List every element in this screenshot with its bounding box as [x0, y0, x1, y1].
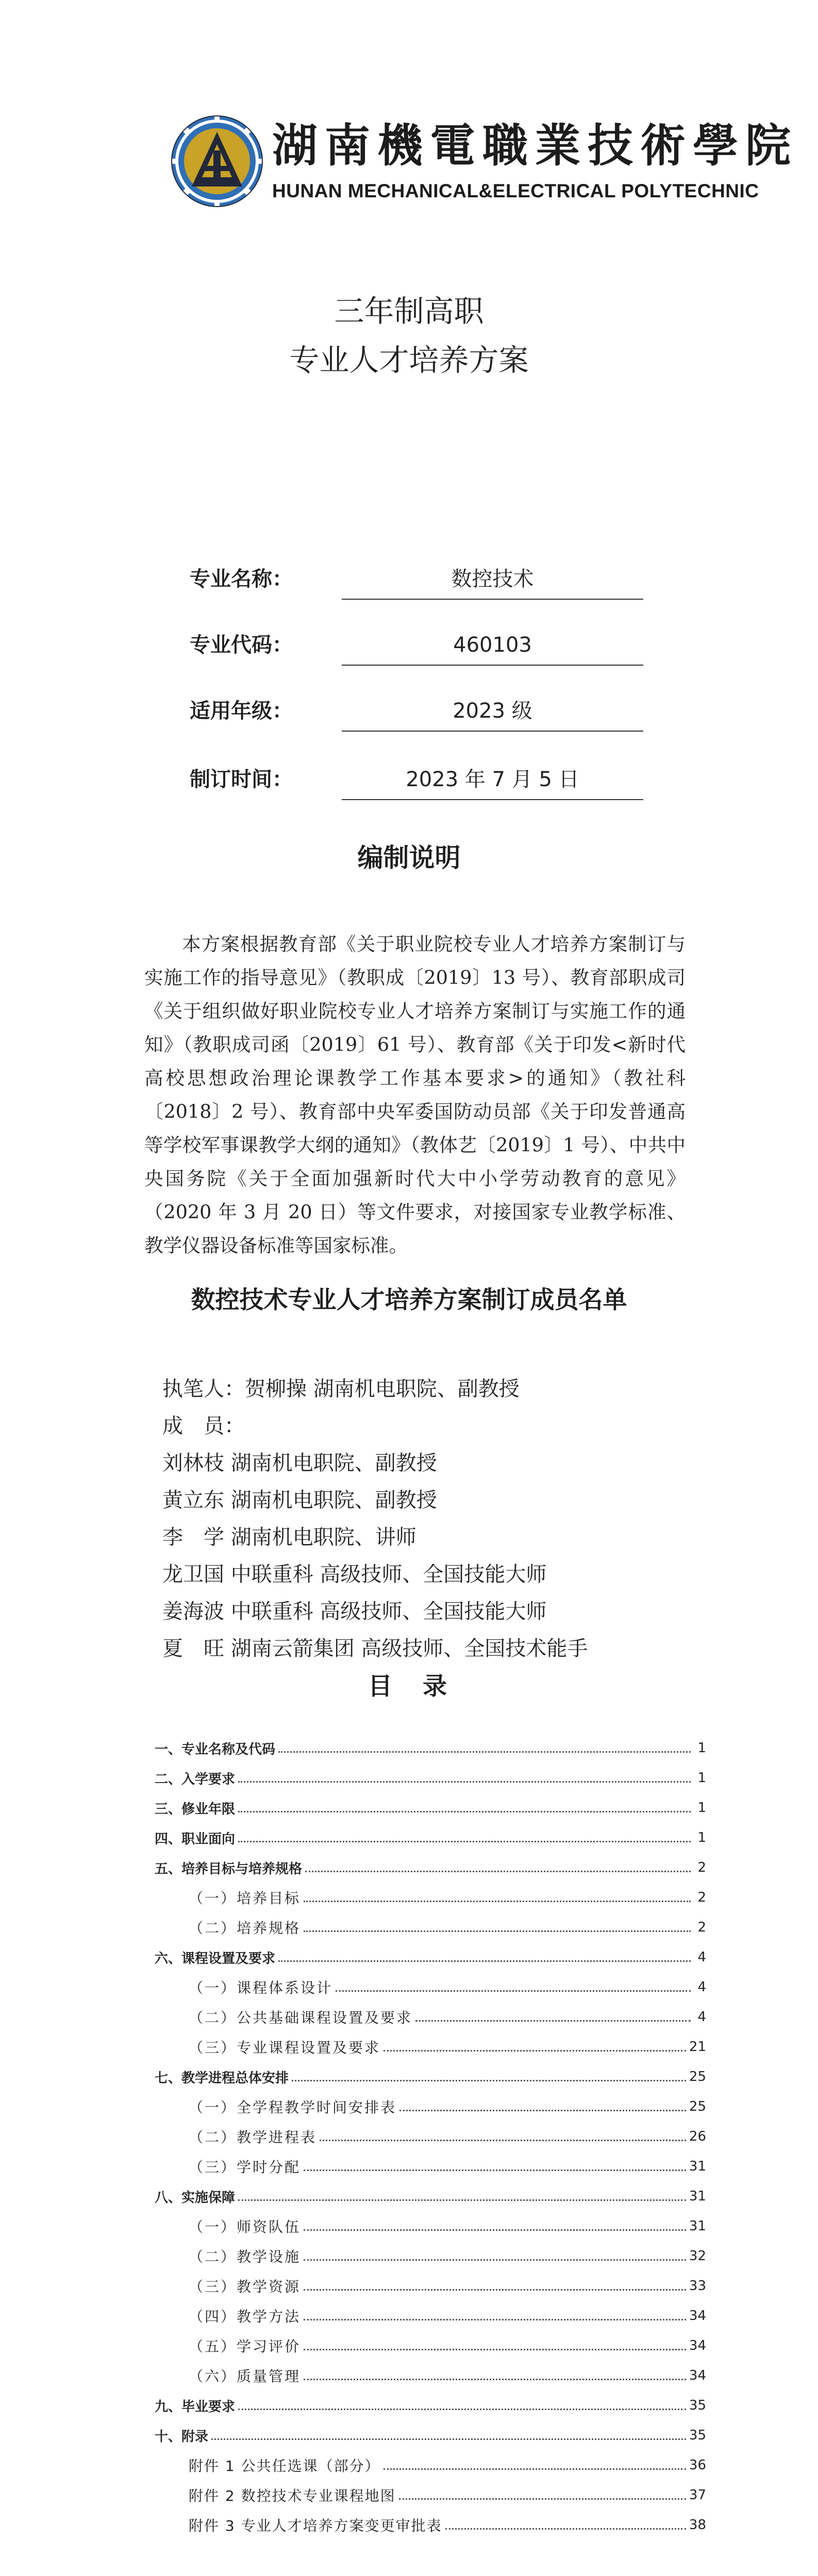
toc-entry-title: （一）课程体系设计	[189, 1979, 333, 1996]
toc-leader-dots	[336, 1990, 691, 1992]
toc-entry-page: 4	[697, 1950, 706, 1965]
toc-entry[interactable]	[155, 2092, 706, 2122]
roster-row: 黄立东 湖南机电职院、副教授	[162, 1488, 437, 1512]
toc-entry-title: （二）公共基础课程设置及要求	[189, 2009, 413, 2026]
toc-entry-title: 七、教学进程总体安排	[155, 2070, 289, 2086]
toc-entry[interactable]	[155, 2181, 706, 2211]
toc-entry-title: （二）教学设施	[189, 2248, 301, 2265]
toc-entry-title: 六、课程设置及要求	[155, 1951, 276, 1967]
toc-entry-page: 38	[689, 2517, 706, 2533]
toc-entry-title: 五、培养目标与培养规格	[155, 1861, 303, 1877]
toc-entry-page: 33	[689, 2278, 706, 2294]
toc-entry[interactable]	[155, 1972, 706, 2002]
toc-entry-title: （一）培养目标	[189, 1890, 301, 1907]
toc-leader-dots	[304, 2229, 686, 2231]
toc-leader-dots	[304, 1930, 691, 1932]
toc-entry-page: 25	[689, 2099, 706, 2114]
toc-leader-dots	[278, 1960, 691, 1962]
roster-row: 成 员：	[162, 1414, 245, 1438]
toc-entry-page: 35	[689, 2428, 706, 2443]
toc-entry[interactable]	[155, 1883, 706, 1912]
school-name-cn: 湖南機電職業技術學院	[272, 118, 798, 172]
toc-entry-title: 一、专业名称及代码	[155, 1741, 276, 1757]
toc-entry-page: 1	[697, 1830, 706, 1845]
toc-entry-page: 21	[689, 2039, 706, 2055]
doc-title-line2: 专业人才培养方案	[289, 343, 529, 378]
roster-row: 夏 旺 湖南云箭集团 高级技师、全国技术能手	[162, 1637, 588, 1660]
toc-leader-dots	[211, 2438, 686, 2440]
toc-entry[interactable]	[155, 1912, 706, 1942]
toc-entry-title: （三）专业课程设置及要求	[189, 2039, 381, 2056]
toc-leader-dots	[383, 2050, 686, 2052]
school-logo	[170, 114, 264, 208]
toc-entry-title: （三）教学资源	[189, 2278, 301, 2295]
toc-entry-title: 四、职业面向	[155, 1831, 236, 1847]
toc-entry-title: 十、附录	[155, 2429, 209, 2445]
toc-entry[interactable]	[155, 1823, 706, 1853]
toc-entry-title: 附件 2 数控技术专业课程地图	[189, 2487, 396, 2504]
toc-entry[interactable]	[155, 2271, 706, 2301]
field-value: 460103	[453, 633, 532, 657]
field-revision-date	[190, 764, 643, 800]
toc-entry-title: 附件 3 专业人才培养方案变更审批表	[189, 2517, 442, 2534]
toc-leader-dots	[304, 1901, 691, 1902]
field-major-code	[190, 630, 643, 666]
toc-entry[interactable]	[155, 1793, 706, 1823]
toc-leader-dots	[238, 2199, 686, 2201]
toc-leader-dots	[238, 1811, 691, 1812]
roster-row: 李 学 湖南机电职院、讲师	[162, 1526, 416, 1549]
toc-leader-dots	[383, 2468, 686, 2470]
toc-entry-page: 2	[697, 1890, 706, 1905]
toc-entry-title: （六）质量管理	[189, 2368, 301, 2385]
toc-entry[interactable]	[155, 2002, 706, 2032]
roster-row: 姜海波 中联重科 高级技师、全国技能大师	[162, 1600, 547, 1623]
toc-leader-dots	[399, 2498, 686, 2500]
toc-entry[interactable]	[155, 2241, 706, 2271]
field-label: 适用年级：	[190, 699, 293, 723]
toc-leader-dots	[304, 2170, 686, 2171]
toc-entry-page: 34	[689, 2338, 706, 2353]
roster-row: 龙卫国 中联重科 高级技师、全国技能大师	[162, 1563, 547, 1586]
toc-entry-page: 1	[697, 1800, 706, 1816]
toc-leader-dots	[320, 2140, 686, 2141]
field-underline	[342, 799, 643, 800]
toc-entry-page: 34	[689, 2308, 706, 2324]
toc-entry-page: 1	[697, 1770, 706, 1786]
toc-entry-page: 35	[689, 2398, 706, 2413]
toc-leader-dots	[399, 2110, 686, 2111]
field-value: 数控技术	[451, 567, 534, 591]
field-underline	[342, 599, 643, 600]
toc-entry[interactable]	[155, 2151, 706, 2181]
toc-entry[interactable]	[155, 2301, 706, 2331]
toc-entry-title: （五）学习评价	[189, 2338, 301, 2355]
toc-entry-page: 1	[697, 1740, 706, 1756]
toc-entry[interactable]	[155, 1942, 706, 1972]
toc-entry-page: 2	[697, 1860, 706, 1875]
toc-entry[interactable]	[155, 2361, 706, 2391]
toc-entry-title: 九、毕业要求	[155, 2399, 236, 2415]
toc-leader-dots	[415, 2020, 691, 2022]
explanation-title: 编制说明	[357, 843, 461, 873]
toc-entry-page: 31	[689, 2218, 706, 2234]
toc-title: 目 录	[368, 1672, 450, 1701]
toc-entry-page: 37	[689, 2487, 706, 2503]
roster-title: 数控技术专业人才培养方案制订成员名单	[191, 1286, 627, 1314]
toc-entry[interactable]	[155, 1733, 706, 1763]
toc-entry-page: 32	[689, 2248, 706, 2264]
toc-entry-title: （三）学时分配	[189, 2159, 301, 2176]
explanation-paragraph: 本方案根据教育部《关于职业院校专业人才培养方案制订与实施工作的指导意见》（教职成〔2019〕13 号）、教育部职成司《关于组织做好职业院校专业人才培养方案制订与实施工作的通知》（教职成司函〔2019〕61 号）、教育部《关于印发<新时代高校思想政治理论课教学工作基本要求>的通知》（教社科〔2018〕2 号）、教育部中央军委国防动员部《关于印发普通高等学校军事课教学大纲的通知》（教体艺〔2019〕1 号）、中共中央国务院《关于全面加强新时代大中小学劳动教育的意见》（2020 年 3 月 20 日）等文件要求，对接国家专业教学标准、教学仪器设备标准等国家标准。	[144, 933, 686, 1257]
toc-leader-dots	[304, 2289, 686, 2291]
toc-entry-title: （四）教学方法	[189, 2308, 301, 2325]
toc-entry-page: 31	[689, 2189, 706, 2204]
toc-entry-title: 八、实施保障	[155, 2190, 236, 2206]
toc-leader-dots	[304, 2259, 686, 2261]
toc-entry[interactable]	[155, 2062, 706, 2092]
toc-entry-title: （二）培养规格	[189, 1920, 301, 1937]
toc-entry-title: 二、入学要求	[155, 1771, 236, 1787]
toc-entry-title: 三、修业年限	[155, 1801, 236, 1817]
toc-leader-dots	[238, 2409, 686, 2410]
toc-entry[interactable]	[155, 2122, 706, 2151]
toc-entry-title: （一）全学程教学时间安排表	[189, 2099, 397, 2116]
toc-entry-title: （二）教学进程表	[189, 2129, 317, 2146]
toc-leader-dots	[304, 2349, 686, 2350]
field-major-name	[190, 564, 643, 600]
toc-leader-dots	[238, 1841, 691, 1842]
field-value: 2023 级	[453, 699, 532, 723]
field-grade	[190, 696, 643, 732]
toc-entry-page: 4	[697, 2009, 706, 2025]
toc-entry[interactable]	[155, 2032, 706, 2062]
toc-leader-dots	[278, 1751, 691, 1753]
toc-entry[interactable]	[155, 2450, 706, 2480]
field-label: 专业名称：	[190, 567, 293, 591]
toc-leader-dots	[305, 1871, 691, 1872]
roster-row: 执笔人：贺柳操 湖南机电职院、副教授	[162, 1377, 520, 1401]
toc-entry[interactable]	[155, 2331, 706, 2361]
field-underline	[342, 665, 643, 666]
field-value: 2023 年 7 月 5 日	[406, 768, 579, 791]
toc-entry-page: 25	[689, 2069, 706, 2084]
toc-entry[interactable]	[155, 2211, 706, 2241]
toc-entry-page: 26	[689, 2129, 706, 2144]
toc-entry[interactable]	[155, 1763, 706, 1793]
toc-entry[interactable]	[155, 2480, 706, 2510]
toc-entry-page: 31	[689, 2159, 706, 2174]
toc-entry-title: 附件 1 公共任选课（部分）	[189, 2458, 380, 2475]
toc-leader-dots	[445, 2528, 686, 2530]
toc-entry-page: 2	[697, 1920, 706, 1935]
doc-title-line1: 三年制高职	[334, 294, 484, 329]
toc-leader-dots	[304, 2319, 686, 2320]
toc-leader-dots	[304, 2379, 686, 2380]
toc-entry-title: （一）师资队伍	[189, 2218, 301, 2235]
toc-leader-dots	[238, 1781, 691, 1783]
toc-entry-page: 36	[689, 2458, 706, 2473]
toc-entry[interactable]	[155, 1853, 706, 1883]
table-of-contents	[155, 1733, 706, 2540]
roster-row: 刘林枝 湖南机电职院、副教授	[162, 1451, 437, 1475]
field-underline	[342, 731, 643, 732]
field-label: 专业代码：	[190, 633, 293, 657]
toc-entry[interactable]	[155, 2510, 706, 2540]
field-label: 制订时间：	[190, 768, 293, 791]
toc-entry[interactable]	[155, 2391, 706, 2420]
roster-list	[162, 1370, 678, 1667]
toc-entry-page: 34	[689, 2368, 706, 2383]
toc-entry-page: 4	[697, 1979, 706, 1995]
school-name-en: HUNAN MECHANICAL&ELECTRICAL POLYTECHNIC	[272, 180, 759, 201]
toc-leader-dots	[292, 2080, 686, 2081]
toc-entry[interactable]	[155, 2420, 706, 2450]
